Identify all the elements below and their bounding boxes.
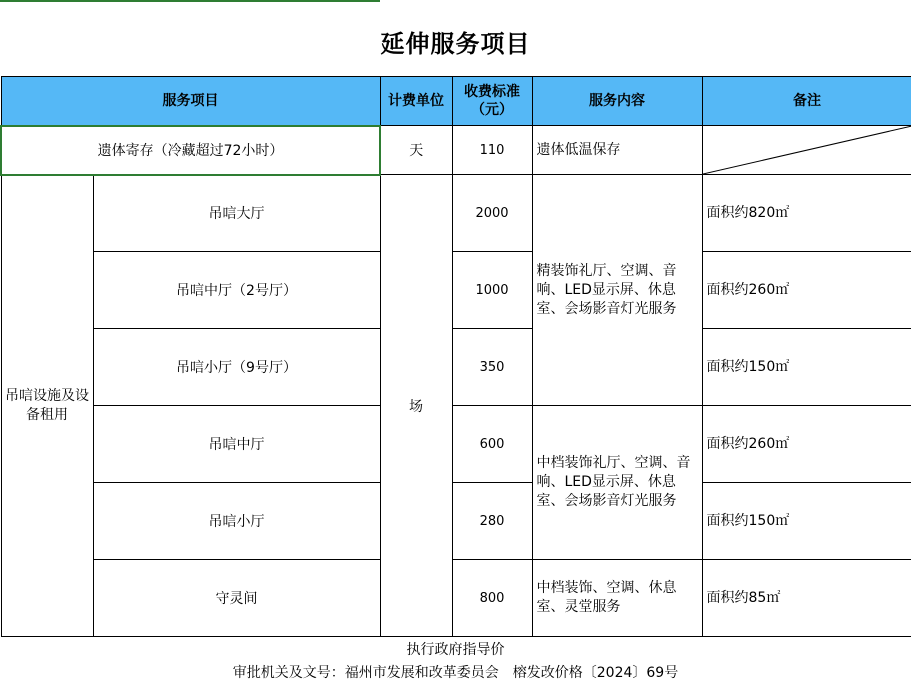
cell-group-label[interactable]: 吊唁设施及设备租用 bbox=[1, 175, 93, 637]
table-row bbox=[1, 329, 911, 406]
header-content[interactable]: 服务内容 bbox=[532, 77, 702, 126]
cell-content-high[interactable]: 精装饰礼厅、空调、音响、LED显示屏、休息室、会场影音灯光服务 bbox=[532, 175, 702, 406]
cell-content-mid[interactable]: 中档装饰礼厅、空调、音响、LED显示屏、休息室、会场影音灯光服务 bbox=[532, 406, 702, 560]
table-row bbox=[1, 252, 911, 329]
cell-price[interactable]: 800 bbox=[452, 560, 532, 637]
cell-note[interactable]: 面积约260㎡ bbox=[702, 406, 911, 483]
cell-price[interactable]: 600 bbox=[452, 406, 532, 483]
header-item[interactable]: 服务项目 bbox=[1, 77, 380, 126]
cell-note[interactable]: 面积约85㎡ bbox=[702, 560, 911, 637]
table-row bbox=[1, 406, 911, 483]
cell-price[interactable]: 2000 bbox=[452, 175, 532, 252]
table-row bbox=[1, 126, 911, 175]
cell-price[interactable]: 350 bbox=[452, 329, 532, 406]
cell-price[interactable]: 110 bbox=[452, 126, 532, 175]
cell-item[interactable]: 吊唁小厅 bbox=[93, 483, 380, 560]
cell-note[interactable]: 面积约150㎡ bbox=[702, 329, 911, 406]
cell-item[interactable]: 吊唁中厅（2号厅） bbox=[93, 252, 380, 329]
header-price-label: 收费标准（元） bbox=[464, 84, 520, 118]
cell-item[interactable]: 守灵间 bbox=[93, 560, 380, 637]
cell-item[interactable]: 吊唁大厅 bbox=[93, 175, 380, 252]
cell-item[interactable]: 吊唁中厅 bbox=[93, 406, 380, 483]
footer-pricing-note: 执行政府指导价 bbox=[406, 642, 505, 658]
cell-note[interactable]: 面积约820㎡ bbox=[702, 175, 911, 252]
page-title: 延伸服务项目 bbox=[380, 29, 531, 58]
header-row bbox=[1, 77, 911, 126]
cell-content-vigil[interactable]: 中档装饰、空调、休息室、灵堂服务 bbox=[532, 560, 702, 637]
table-row bbox=[1, 560, 911, 637]
table-row bbox=[1, 483, 911, 560]
diagonal-line bbox=[703, 126, 911, 174]
footer-approval: 审批机关及文号：福州市发展和改革委员会 榕发改价格〔2024〕69号 bbox=[232, 665, 679, 681]
cell-unit-session[interactable]: 场 bbox=[380, 175, 452, 637]
cell-price[interactable]: 1000 bbox=[452, 252, 532, 329]
cell-item-storage[interactable]: 遗体寄存（冷藏超过72小时） bbox=[1, 126, 380, 175]
cell-note-diagonal[interactable] bbox=[702, 126, 911, 175]
header-price[interactable] bbox=[452, 77, 532, 126]
header-unit[interactable]: 计费单位 bbox=[380, 77, 452, 126]
header-note[interactable]: 备注 bbox=[702, 77, 911, 126]
cell-note[interactable]: 面积约150㎡ bbox=[702, 483, 911, 560]
cell-content[interactable]: 遗体低温保存 bbox=[532, 126, 702, 175]
cell-item[interactable]: 吊唁小厅（9号厅） bbox=[93, 329, 380, 406]
top-border-accent bbox=[0, 0, 380, 2]
table-row bbox=[1, 175, 911, 252]
cell-price[interactable]: 280 bbox=[452, 483, 532, 560]
price-table bbox=[0, 76, 911, 637]
cell-unit-day[interactable]: 天 bbox=[380, 126, 452, 175]
cell-note[interactable]: 面积约260㎡ bbox=[702, 252, 911, 329]
